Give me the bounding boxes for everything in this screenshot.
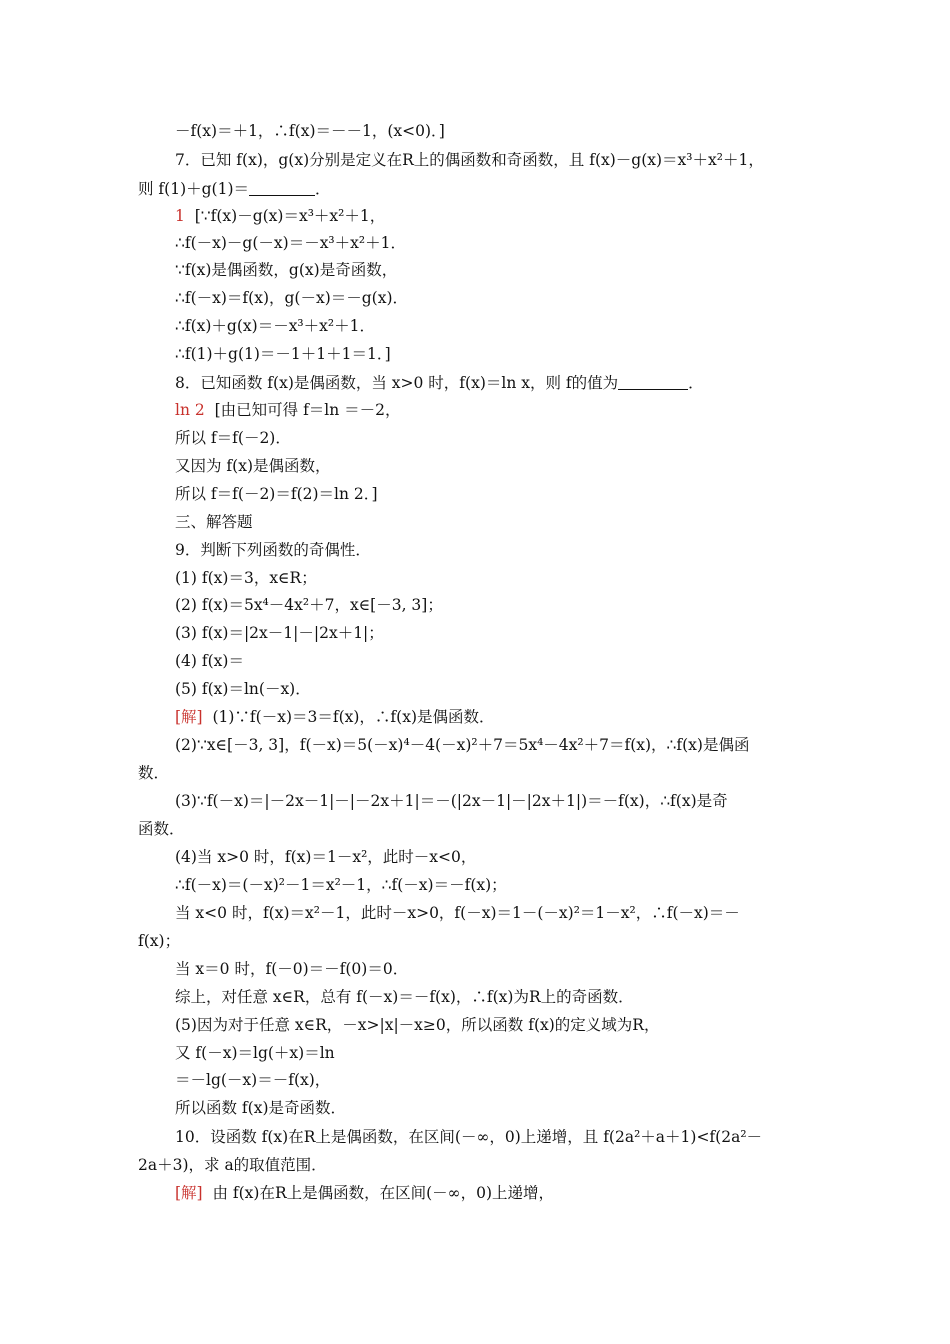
text-line: (4)当 x>0 时，f(x)＝1－x²，此时－x<0， — [175, 848, 477, 866]
subquestion: (4) f(x)＝ — [175, 652, 244, 670]
text-line: (2)∵x∈[－3, 3]，f(－x)＝5(－x)⁴－4(－x)²＋7＝5x⁴－4x²＋7＝f(x)，∴f(x)是偶函 — [175, 736, 750, 754]
text-line: ∵f(x)是偶函数，g(x)是奇函数， — [175, 261, 398, 279]
text-line: ∴f(－x)＝(－x)²－1＝x²－1，∴f(－x)＝－f(x)； — [175, 876, 507, 894]
text-line: 数． — [138, 764, 170, 782]
text-line: 又 f(－x)＝lg(＋x)＝ln — [175, 1044, 335, 1062]
solution-tag: [解] — [175, 708, 203, 726]
text-line: 所以 f＝f(－2)＝f(2)＝ln 2．] — [175, 485, 378, 503]
text-line: (3)∵f(－x)＝|－2x－1|－|－2x＋1|＝－(|2x－1|－|2x＋1|)＝－f(x)，∴f(x)是奇 — [175, 792, 728, 810]
solution-10: [解] 由 f(x)在R上是偶函数，在区间(－∞，0)上递增， — [175, 1184, 555, 1202]
text-line: 所以 f＝f(－2)． — [175, 429, 291, 447]
question-8: 8．已知函数 f(x)是偶函数，当 x>0 时，f(x)＝ln x，则 f的值为 ． — [175, 374, 704, 392]
answer-value: 1 — [175, 207, 185, 225]
answer-value: ln 2 — [175, 401, 205, 419]
answer-8: ln 2 [由已知可得 f＝ln ＝－2， — [175, 401, 401, 419]
subquestion: (2) f(x)＝5x⁴－4x²＋7，x∈[－3, 3]； — [175, 596, 443, 614]
text-line: f(x)； — [138, 932, 181, 950]
subquestion: (5) f(x)＝ln(－x)． — [175, 680, 311, 698]
question-7: 7．已知 f(x)，g(x)分别是定义在R上的偶函数和奇函数，且 f(x)－g(x)＝x³＋x²＋1， — [175, 151, 764, 169]
question-10-cont: 2a＋3)，求 a的取值范围． — [138, 1156, 327, 1174]
text-line: 所以函数 f(x)是奇函数． — [175, 1099, 347, 1117]
answer-7: 1 [∵f(x)－g(x)＝x³＋x²＋1， — [175, 207, 386, 225]
subquestion: (1) f(x)＝3，x∈R； — [175, 569, 317, 587]
text-line: ＝－lg(－x)＝－f(x)， — [175, 1071, 331, 1089]
text-line: 当 x<0 时，f(x)＝x²－1，此时－x>0，f(－x)＝1－(－x)²＝1－x²，∴f(－x)＝－ — [175, 904, 740, 922]
text-line: ∴f(1)＋g(1)＝－1＋1＋1＝1．] — [175, 345, 391, 363]
answer-blank — [618, 375, 688, 390]
text-line: 函数． — [138, 820, 185, 838]
solution-tag: [解] — [175, 1184, 203, 1202]
text-line: ∴f(－x)－g(－x)＝－x³＋x²＋1． — [175, 234, 406, 252]
text-line: ∴f(x)＋g(x)＝－x³＋x²＋1． — [175, 317, 375, 335]
text-line: 综上，对任意 x∈R，总有 f(－x)＝－f(x)，∴f(x)为R上的奇函数． — [175, 988, 634, 1006]
text-line: 当 x＝0 时，f(－0)＝－f(0)＝0． — [175, 960, 409, 978]
answer-blank — [249, 181, 315, 196]
text-line: 又因为 f(x)是偶函数， — [175, 457, 331, 475]
solution-9-1: [解] (1)∵f(－x)＝3＝f(x)，∴f(x)是偶函数． — [175, 708, 495, 726]
text-line: －f(x)＝＋1，∴f(x)＝－－1，(x<0)．] — [175, 122, 445, 140]
question-9: 9．判断下列函数的奇偶性． — [175, 541, 371, 559]
subquestion: (3) f(x)＝|2x－1|－|2x＋1|； — [175, 624, 384, 642]
question-7-cont: 则 f(1)＋g(1)＝ ． — [138, 180, 331, 198]
text-line: ∴f(－x)＝f(x)，g(－x)＝－g(x)． — [175, 289, 409, 307]
section-heading: 三、解答题 — [175, 513, 253, 531]
text-line: (5)因为对于任意 x∈R，－x>|x|－x≥0，所以函数 f(x)的定义域为R， — [175, 1016, 660, 1034]
question-10: 10．设函数 f(x)在R上是偶函数，在区间(－∞，0)上递增，且 f(2a²＋a＋1)<f(2a²－ — [175, 1128, 763, 1146]
